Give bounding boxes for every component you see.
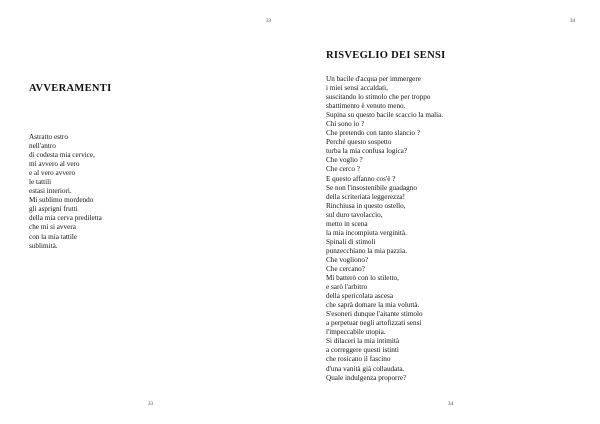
poem-line: Che pretendo con tanto slancio ? <box>326 129 421 138</box>
poem-line: l'impeccabile utopia. <box>326 328 386 337</box>
poem-line: Che voglio ? <box>326 156 363 165</box>
poem-line: nell'antro <box>29 142 56 151</box>
poem-line: Quale indulgenza proporre? <box>326 373 407 382</box>
left-poem-text <box>29 133 102 251</box>
right-footer-page-number: 34 <box>448 402 453 407</box>
poem-line: turba la mia confusa logica? <box>326 147 408 156</box>
poem-line: Se non l'insostenibile guadagno <box>326 183 417 192</box>
poem-line: e al vero avvero <box>29 169 76 178</box>
left-header-page-number: 33 <box>266 19 271 24</box>
poem-line: i miei sensi accaldati, <box>326 84 388 93</box>
poem-line: suscitando lo stimolo che per troppo <box>326 93 431 102</box>
poem-line: che saprà domare la mia voluttà. <box>326 301 420 310</box>
poem-line: le tattili <box>29 178 52 187</box>
poem-line: Che cercano? <box>326 264 365 273</box>
poem-line: della scriteriata leggerezza! <box>326 192 406 201</box>
poem-line: mi avvero al vero <box>29 160 80 169</box>
left-footer-page-number: 33 <box>148 402 153 407</box>
poem-line: punzecchiano la mia pazzia. <box>326 246 408 255</box>
poem-line: Perché questo sospetto <box>326 138 392 147</box>
poem-line: Chi sono io ? <box>326 120 365 129</box>
poem-line: di codesta mia cervice, <box>29 151 95 160</box>
poem-line: gli asprigni frutti <box>29 205 78 214</box>
poem-line: che mi si avvera <box>29 223 76 232</box>
right-header-page-number: 34 <box>570 19 575 24</box>
poem-line: con la mia tattile <box>29 232 78 241</box>
poem-line: Mi sublimo mordendo <box>29 196 94 205</box>
poem-line: Mi batterò con lo stiletto, <box>326 274 399 283</box>
poem-line: della mia cerva prediletta <box>29 214 102 223</box>
poem-line: sublimità. <box>29 241 58 250</box>
poem-line: a correggere questi istinti <box>326 346 399 355</box>
poem-line: sbattimento è venuto meno. <box>326 102 406 111</box>
poem-line: la mia incompiuta verginità. <box>326 228 407 237</box>
poem-line: sul duro tavolaccio, <box>326 210 383 219</box>
poem-line: Che cerco ? <box>326 165 360 174</box>
poem-line: S'esoneri dunque l'aitante stimolo <box>326 310 423 319</box>
poem-line: Astratto estro <box>29 133 68 141</box>
poem-line: Supina su questo bacile scaccio la malia. <box>326 111 444 120</box>
right-page <box>300 0 600 424</box>
poem-line: Un bacile d'acqua per immergere <box>326 75 421 83</box>
poem-line: che rosicano il fascino <box>326 355 391 364</box>
right-poem-title: RISVEGLIO DEI SENSI <box>326 50 446 61</box>
poem-line: della spericolata ascesa <box>326 292 394 301</box>
poem-line: d'una vanità già collaudata. <box>326 364 405 373</box>
poem-line: Si dilaceri la mia intimità <box>326 337 400 346</box>
poem-line: metto in scena <box>326 219 368 228</box>
poem-line: estasi interiori. <box>29 187 72 196</box>
poem-line: Rinchiusa in questo ostello, <box>326 201 406 210</box>
poem-line: Che vogliono? <box>326 255 369 264</box>
poem-line: E questo affanno cos'è ? <box>326 174 396 183</box>
left-poem-title: AVVERAMENTI <box>29 83 112 94</box>
poem-line: Spinali di stimoli <box>326 237 376 246</box>
poem-line: a perpetuar negli artofizzati sensi <box>326 319 422 328</box>
poem-line: e sarò l'arbitro <box>326 283 368 292</box>
right-poem-text <box>326 75 443 383</box>
